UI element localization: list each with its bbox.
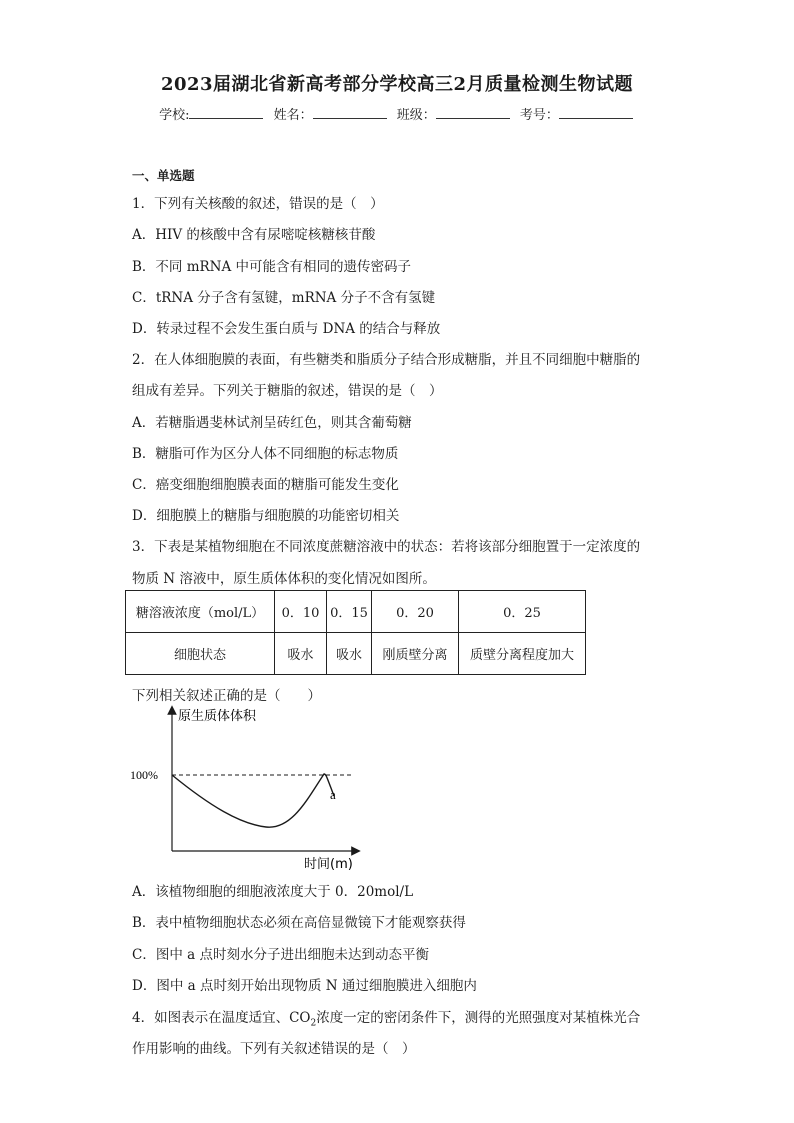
- q1-option-b: B．不同 mRNA 中可能含有相同的遗传密码子: [132, 259, 412, 275]
- table-cell: 细胞状态: [126, 633, 275, 675]
- class-field: 班级：: [397, 104, 512, 123]
- exam-number-blank[interactable]: [559, 106, 633, 119]
- q1-option-c: C．tRNA 分子含有氢键，mRNA 分子不含有氢键: [132, 290, 436, 306]
- q2-option-d: D．细胞膜上的糖脂与细胞膜的功能密切相关: [132, 508, 400, 524]
- student-info-row: [0, 104, 794, 123]
- table-cell: 糖溶液浓度（mol/L）: [126, 591, 275, 633]
- class-blank[interactable]: [436, 106, 510, 119]
- q3-option-a: A．该植物细胞的细胞液浓度大于 0．20mol/L: [132, 884, 414, 900]
- q3-prompt: 下列相关叙述正确的是（ ）: [132, 688, 321, 704]
- q2-stem-line1: 2．在人体细胞膜的表面，有些糖类和脂质分子结合形成糖脂，并且不同细胞中糖脂的: [132, 352, 641, 368]
- table-cell: 0．15: [327, 591, 372, 633]
- q3-stem-line1: 3．下表是某植物细胞在不同浓度蔗糖溶液中的状态：若将该部分细胞置于一定浓度的: [132, 539, 641, 555]
- q3-option-d: D．图中 a 点时刻开始出现物质 N 通过细胞膜进入细胞内: [132, 978, 477, 994]
- q2-option-b: B．糖脂可作为区分人体不同细胞的标志物质: [132, 446, 399, 462]
- volume-curve: [172, 774, 334, 827]
- exam-title: 2023届湖北省新高考部分学校高三2月质量检测生物试题: [160, 74, 634, 95]
- table-row: [126, 633, 586, 675]
- name-field: 姓名：: [274, 104, 389, 123]
- y-axis-label: 原生质体体积: [178, 709, 257, 724]
- table-cell: 0．10: [275, 591, 327, 633]
- q3-table: [125, 590, 586, 675]
- q2-stem-line2: 组成有差异。下列关于糖脂的叙述，错误的是（ ）: [132, 383, 443, 399]
- ref-label: 100%: [130, 768, 158, 782]
- x-axis-label: 时间(m): [304, 857, 353, 872]
- q1-stem: 1．下列有关核酸的叙述，错误的是（ ）: [132, 196, 384, 212]
- name-blank[interactable]: [313, 106, 387, 119]
- table-cell: 0．25: [459, 591, 586, 633]
- q3-graph: [130, 706, 370, 874]
- point-a-label: a: [330, 787, 336, 802]
- table-cell: 吸水: [327, 633, 372, 675]
- q4-stem-line2: 作用影响的曲线。下列有关叙述错误的是（ ）: [132, 1041, 416, 1057]
- q1-option-d: D．转录过程不会发生蛋白质与 DNA 的结合与释放: [132, 321, 441, 337]
- exam-number-field: 考号：: [520, 104, 635, 123]
- school-blank[interactable]: [189, 106, 263, 119]
- q4-stem-line1: 4．如图表示在温度适宜、$CO_2$浓度一定的密闭条件下，测得的光照强度对某植株光合: [132, 1010, 641, 1029]
- table-cell: 质壁分离程度加大: [459, 633, 586, 675]
- table-cell: 0．20: [372, 591, 459, 633]
- table-row: [126, 591, 586, 633]
- table-cell: 吸水: [275, 633, 327, 675]
- q3-option-c: C．图中 a 点时刻水分子进出细胞未达到动态平衡: [132, 947, 429, 963]
- q2-option-a: A．若糖脂遇斐林试剂呈砖红色，则其含葡萄糖: [132, 415, 412, 431]
- section-title: 一、单选题: [132, 168, 195, 183]
- q2-option-c: C．癌变细胞细胞膜表面的糖脂可能发生变化: [132, 477, 399, 493]
- table-cell: 刚质壁分离: [372, 633, 459, 675]
- q3-stem-line2: 物质 N 溶液中，原生质体体积的变化情况如图所。: [132, 571, 436, 587]
- q1-option-a: A．HIV 的核酸中含有尿嘧啶核糖核苷酸: [132, 227, 376, 243]
- q3-option-b: B．表中植物细胞状态必须在高倍显微镜下才能观察获得: [132, 915, 466, 931]
- school-field: 学校:: [159, 104, 265, 123]
